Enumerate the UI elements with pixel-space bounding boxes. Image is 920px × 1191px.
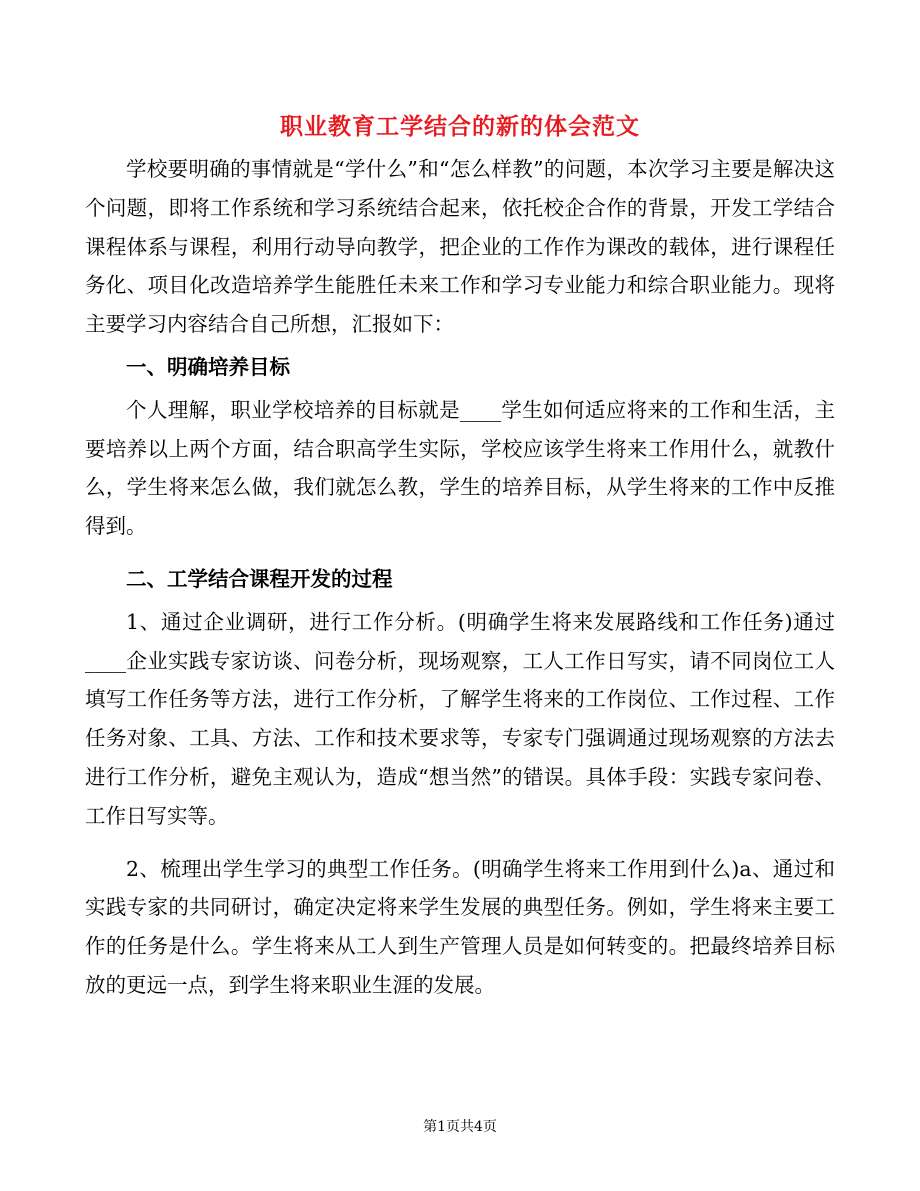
section-2-item-1: 1、通过企业调研，进行工作分析。(明确学生将来发展路线和工作任务)通过____企业实践专家访谈、问卷分析，现场观察，工人工作日写实，请不同岗位工人填写工作任务等方法，进行工作分析，了解学生将来的工作岗位、工作过程、工作任务对象、工具、方法、工作和技术要求等，专家专门强调通过现场观察的方法去进行工作分析，避免主观认为，造成“想当然”的错误。具体手段：实践专家问卷、工作日写实等。 bbox=[85, 609, 835, 828]
intro-paragraph: 学校要明确的事情就是“学什么”和“怎么样教”的问题，本次学习主要是解决这个问题，即将工作系统和学习系统结合起来，依托校企合作的背景，开发工学结合课程体系与课程，利用行动导向教学，把企业的工作作为课改的载体，进行课程任务化、项目化改造培养学生能胜任未来工作和学习专业能力和综合职业能力。现将主要学习内容结合自己所想，汇报如下： bbox=[85, 157, 835, 337]
document-title: 职业教育工学结合的新的体会范文 bbox=[280, 114, 640, 140]
section-heading-1: 一、明确培养目标 bbox=[126, 354, 290, 379]
page-number-footer: 第1页共4页 bbox=[423, 1119, 497, 1135]
section-1-paragraph: 个人理解，职业学校培养的目标就是____学生如何适应将来的工作和生活，主要培养以上两个方面，结合职高学生实际，学校应该学生将来工作用什么，就教什么，学生将来怎么做，我们就怎么教，学生的培养目标，从学生将来的工作中反推得到。 bbox=[85, 397, 835, 539]
section-2-item-2: 2、梳理出学生学习的典型工作任务。(明确学生将来工作用到什么)a、通过和实践专家的共同研讨，确定决定将来学生发展的典型任务。例如，学生将来主要工作的任务是什么。学生将来从工人到生产管理人员是如何转变的。把最终培养目标放的更远一点，到学生将来职业生涯的发展。 bbox=[85, 856, 835, 997]
section-heading-2: 二、工学结合课程开发的过程 bbox=[126, 566, 393, 591]
document-body bbox=[85, 150, 835, 1005]
